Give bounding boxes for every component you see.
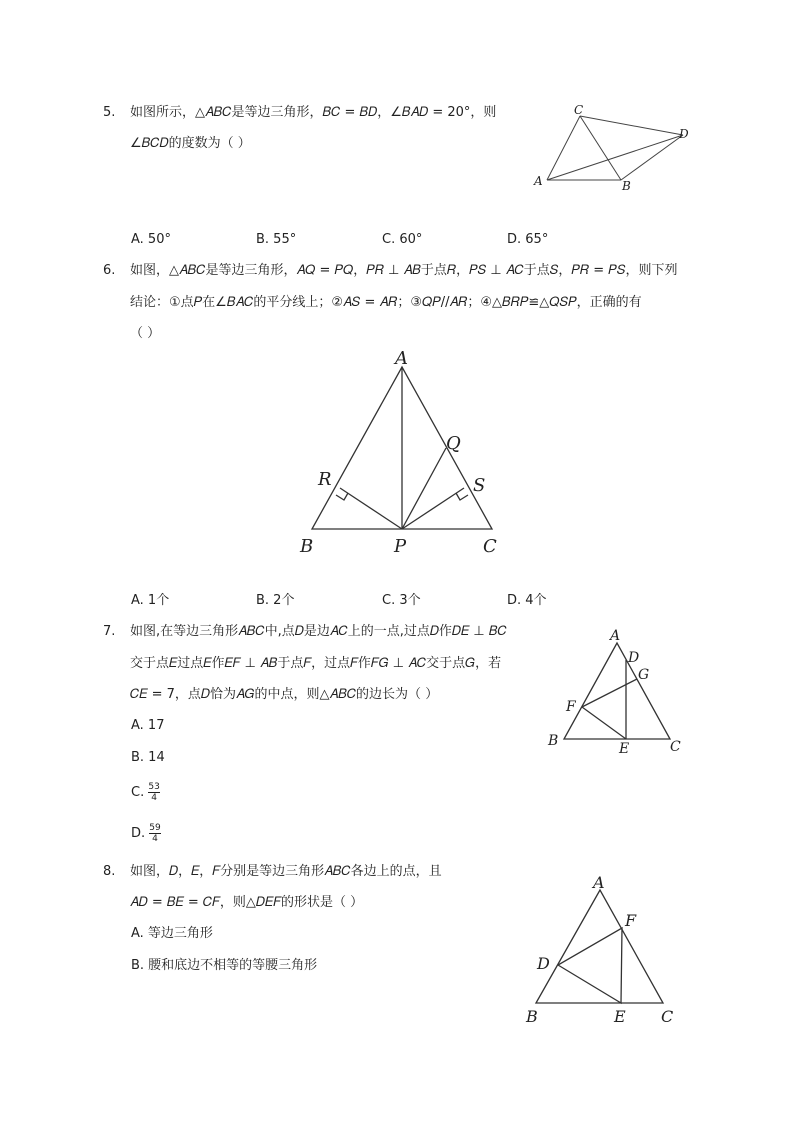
q8-figure [520,868,700,1028]
q8-label-c: C [661,1007,674,1026]
q6-label-c: C [483,536,497,557]
q5-option-a[interactable]: A. 50° [131,232,171,247]
q6-label-a: A [395,348,408,369]
q5-option-c[interactable]: C. 60° [382,232,423,247]
q7-option-d[interactable] [131,823,161,844]
q5-label-d: D [679,127,689,141]
q8-option-b[interactable]: B. 腰和底边不相等的等腰三角形 [131,958,318,973]
q5-label-a: A [534,174,543,188]
q6-label-q: Q [446,433,461,454]
q6-label-p: P [394,536,407,557]
q7-option-d-fraction [149,823,160,844]
q7-option-c-numerator: 53 [148,782,160,792]
q6-label-r: R [318,469,332,490]
q7-option-b[interactable]: B. 14 [131,750,165,765]
q8-label-e: E [614,1007,626,1026]
q6-option-c[interactable]: C. 3个 [382,593,421,608]
q7-option-a[interactable]: A. 17 [131,718,165,733]
q7-stem-line1: 如图,在等边三角形𝐴𝐵𝐶中,点𝐷是边𝐴𝐶上的一点,过点𝐷作𝐷𝐸 ⊥ 𝐵𝐶 [130,624,507,639]
q5-figure [528,102,698,192]
q7-stem-line3: 𝐶𝐸 = 7，点𝐷恰为𝐴𝐺的中点，则△𝐴𝐵𝐶的边长为（ ） [130,687,439,702]
q6-option-b[interactable]: B. 2个 [256,593,295,608]
q7-label-b: B [548,733,559,749]
q7-option-d-label: D. [131,826,146,841]
q8-label-d: D [537,954,550,973]
q8-option-a[interactable]: A. 等边三角形 [131,926,213,941]
q7-option-d-numerator: 59 [149,823,161,833]
q7-label-f: F [566,699,576,715]
q6-stem-line3: （ ） [130,326,161,341]
q7-option-c-fraction [148,782,159,803]
q7-figure [542,625,692,755]
q7-label-e: E [619,741,630,757]
q7-option-c-denominator: 4 [148,792,159,803]
q7-option-d-denominator: 4 [149,833,160,844]
q5-label-b: B [622,179,631,193]
q6-number: 6. [103,263,116,278]
q6-stem-line1: 如图，△𝐴𝐵𝐶是等边三角形，𝐴𝑄 = 𝑃𝑄，𝑃𝑅 ⊥ 𝐴𝐵于点𝑅，𝑃𝑆 ⊥ 𝐴𝐶于点𝑆，𝑃𝑅 = 𝑃𝑆，则下列 [130,263,678,278]
q7-option-c-label: C. [131,785,145,800]
q6-option-d[interactable]: D. 4个 [507,593,547,608]
q8-label-a: A [593,873,605,892]
q5-label-c: C [574,103,584,117]
q6-label-b: B [300,536,314,557]
q6-stem-line2: 结论：①点𝑃在∠𝐵𝐴𝐶的平分线上；②𝐴𝑆 = 𝐴𝑅；③𝑄𝑃//𝐴𝑅；④△𝐵𝑅𝑃≌△𝑄𝑆𝑃，正确的有 [130,295,642,310]
q7-label-c: C [670,739,681,755]
q7-number: 7. [103,624,116,639]
q5-number: 5. [103,105,116,120]
q7-stem-line2: 交于点𝐸过点𝐸作𝐸𝐹 ⊥ 𝐴𝐵于点𝐹，过点𝐹作𝐹𝐺 ⊥ 𝐴𝐶交于点𝐺，若 [130,656,502,671]
q5-stem-line2: ∠𝐵𝐶𝐷的度数为（ ） [130,136,251,151]
q7-label-a: A [610,628,621,644]
q7-label-d: D [628,650,640,666]
q6-label-s: S [473,475,486,496]
q7-option-c[interactable] [131,782,160,803]
q5-option-b[interactable]: B. 55° [256,232,297,247]
q8-number: 8. [103,864,116,879]
q5-option-d[interactable]: D. 65° [507,232,549,247]
q8-stem-line1: 如图，𝐷，𝐸，𝐹分别是等边三角形𝐴𝐵𝐶各边上的点，且 [130,864,442,879]
q8-label-f: F [625,911,637,930]
q7-label-g: G [638,667,650,683]
q6-option-a[interactable]: A. 1个 [131,593,170,608]
q8-stem-line2: 𝐴𝐷 = 𝐵𝐸 = 𝐶𝐹，则△𝐷𝐸𝐹的形状是（ ） [130,895,364,910]
q6-figure [296,345,516,560]
q5-stem-line1: 如图所示，△𝐴𝐵𝐶是等边三角形，𝐵𝐶 = 𝐵𝐷，∠𝐵𝐴𝐷 = 20°，则 [130,105,497,120]
q8-label-b: B [526,1007,538,1026]
